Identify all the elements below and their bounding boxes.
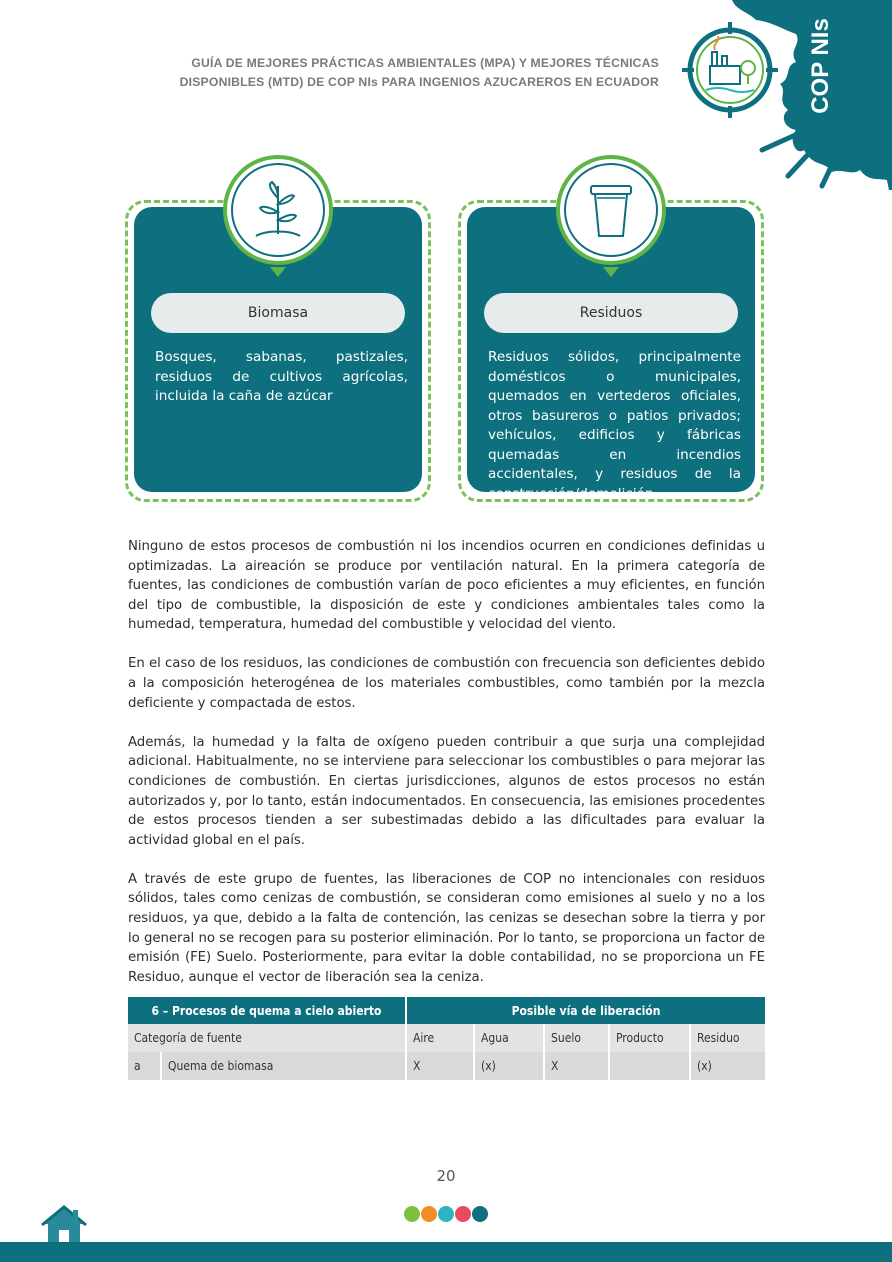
footer-bar bbox=[0, 1242, 892, 1262]
release-pathways-table bbox=[128, 997, 765, 1080]
table-cell: a bbox=[128, 1052, 161, 1080]
table-subheader-cell: Aire bbox=[406, 1024, 474, 1052]
table-cell: X bbox=[544, 1052, 609, 1080]
home-icon[interactable] bbox=[40, 1204, 88, 1244]
header-title-line-2: DISPONIBLES (MTD) DE COP NIs PARA INGENIOS AZUCAREROS EN ECUADOR bbox=[179, 75, 659, 89]
header-title-line-1: GUÍA DE MEJORES PRÁCTICAS AMBIENTALES (MPA) Y MEJORES TÉCNICAS bbox=[191, 56, 659, 70]
paragraph: Además, la humedad y la falta de oxígeno pueden contribuir a que surja una complejidad adicional. Habitualmente, no se interviene para seleccionar los combustibles o para mejorar las condiciones de combustión. En ciertas jurisdicciones, algunos de estos procesos no están autorizados y, por lo tanto, están indocumentados. En consecuencia, las emisiones procedentes de estos procesos tienden a ser subestimadas debido a las dificultades para evaluar la actividad global en el país. bbox=[128, 734, 765, 848]
card-title-pill: Biomasa bbox=[151, 293, 405, 333]
table-subheader-row bbox=[128, 1024, 765, 1052]
card-body bbox=[134, 207, 422, 492]
color-dot bbox=[404, 1206, 420, 1222]
body-text bbox=[128, 537, 765, 1007]
card-title-pill: Residuos bbox=[484, 293, 738, 333]
table-header-row bbox=[128, 997, 765, 1024]
paragraph: En el caso de los residuos, las condiciones de combustión con frecuencia son deficientes debido a la composición heterogénea de los materiales combustibles, como también por la mezcla deficiente y compactada de estos. bbox=[128, 656, 765, 711]
table-subheader-cell: Agua bbox=[474, 1024, 544, 1052]
paragraph: Ninguno de estos procesos de combustión ni los incendios ocurren en condiciones definidas u optimizadas. La aireación se produce por ventilación natural. En la primera categoría de fuentes, las condiciones de combustión varían de poco eficientes a muy eficientes, en función del tipo de combustible, la disposición de este y condiciones ambientales tales como la humedad, temperatura, humedad del combustible y velocidad del viento. bbox=[128, 539, 765, 633]
table-cell: (x) bbox=[474, 1052, 544, 1080]
table-subheader-cell: Residuo bbox=[690, 1024, 765, 1052]
table-cell bbox=[609, 1052, 690, 1080]
color-dot bbox=[438, 1206, 454, 1222]
page-number: 20 bbox=[436, 1167, 456, 1185]
card-description: Bosques, sabanas, pastizales, residuos de cultivos agrícolas, incluida la caña de azúcar bbox=[155, 349, 408, 404]
card-body bbox=[467, 207, 755, 502]
document-header-title bbox=[179, 54, 659, 92]
table-row bbox=[128, 1052, 765, 1080]
factory-emblem-icon bbox=[682, 22, 778, 118]
card-biomasa bbox=[125, 200, 431, 502]
paragraph: A través de este grupo de fuentes, las liberaciones de COP no intencionales con residuos sólidos, tales como cenizas de combustión, se consideran como emisiones al suelo y no a los residuos, ya que, debido a la falta de contención, las cenizas se desechan sobre la tierra y por lo general no se recogen para su posterior eliminación. Por lo tanto, se proporciona un factor de emisión (FE) Suelo. Posteriormente, para evitar la doble contabilidad, no se proporciona un FE Residuo, aunque el vector de liberación sea la ceniza. bbox=[128, 871, 765, 985]
table-subheader-cell: Producto bbox=[609, 1024, 690, 1052]
plant-sprout-icon bbox=[246, 178, 310, 242]
card-residuos bbox=[458, 200, 764, 502]
card-description: Residuos sólidos, principalmente domésticos o municipales, quemados en vertederos oficiales, otros basureros o patios privados; vehículos, edificios y fábricas quemadas en incendios accidentales, y residuos de la construcción/demolición bbox=[488, 349, 741, 502]
card-icon-badge bbox=[223, 155, 333, 265]
table-cell: (x) bbox=[690, 1052, 765, 1080]
table-header-pathway: Posible vía de liberación bbox=[406, 997, 765, 1024]
table-cell: Quema de biomasa bbox=[161, 1052, 406, 1080]
table-header-category: 6 – Procesos de quema a cielo abierto bbox=[128, 997, 406, 1024]
table-subheader-cell: Categoría de fuente bbox=[128, 1024, 406, 1052]
card-icon-badge bbox=[556, 155, 666, 265]
color-dot bbox=[455, 1206, 471, 1222]
color-dots bbox=[404, 1206, 488, 1222]
trash-bin-icon bbox=[579, 178, 643, 242]
color-dot bbox=[472, 1206, 488, 1222]
table-subheader-cell: Suelo bbox=[544, 1024, 609, 1052]
table-cell: X bbox=[406, 1052, 474, 1080]
color-dot bbox=[421, 1206, 437, 1222]
corner-label: COP NIs bbox=[807, 18, 834, 114]
